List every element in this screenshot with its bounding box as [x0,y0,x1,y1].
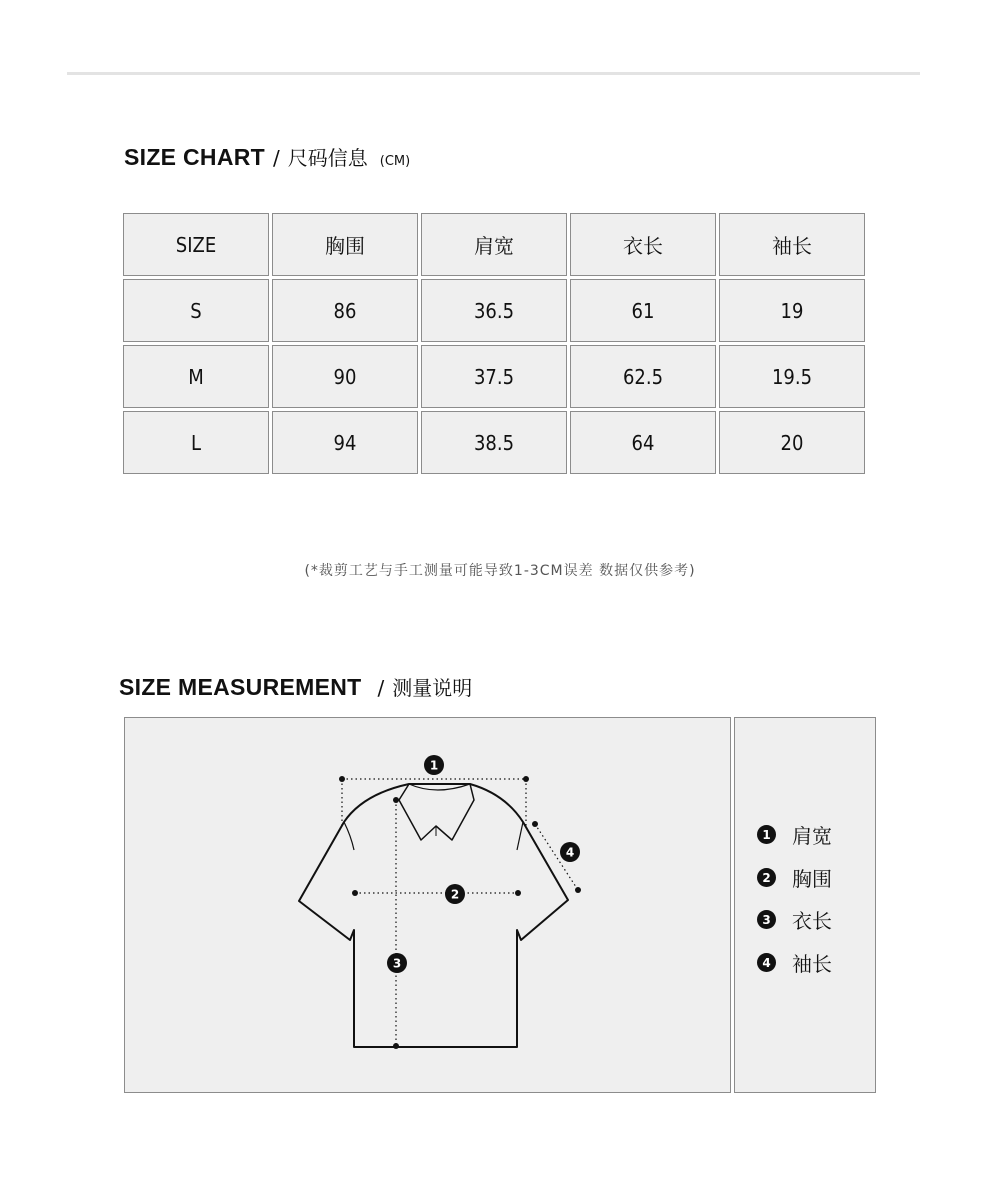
header-shoulder: 肩宽 [421,213,567,276]
table-cell: 64 [570,411,716,474]
legend-item-length [757,905,832,934]
shirt-diagram-panel [124,717,731,1093]
marker-2-label: 2 [450,887,460,902]
unit-label: (CM) [379,154,411,169]
measure-point [339,776,345,782]
table-cell: 62.5 [570,345,716,408]
header-length: 衣长 [570,213,716,276]
size-measurement-title-cn: 测量说明 [392,676,473,700]
measure-point [575,887,581,893]
size-measurement-title [119,672,472,701]
legend-item-shoulder [757,820,832,849]
header-sleeve: 袖长 [719,213,865,276]
table-header-row [123,213,865,276]
table-cell: 20 [719,411,865,474]
measure-point [515,890,521,896]
table-cell: 38.5 [421,411,567,474]
measure-point [352,890,358,896]
shirt-outline [299,784,568,1047]
legend-label: 肩宽 [792,824,832,848]
table-cell: 19.5 [719,345,865,408]
legend-number: 4 [757,953,776,972]
marker-4 [560,842,580,862]
title-separator: / [273,146,280,170]
marker-3 [387,953,407,973]
table-cell: 61 [570,279,716,342]
marker-2 [445,884,465,904]
legend-label: 胸围 [792,867,832,891]
legend-item-chest [757,863,832,892]
measurement-legend [734,717,876,1093]
measure-point [393,1043,399,1049]
legend-label: 衣长 [792,909,832,933]
legend-item-sleeve [757,948,832,977]
table-cell: 86 [272,279,418,342]
table-cell: 90 [272,345,418,408]
legend-number: 1 [757,825,776,844]
title-separator: / [377,676,385,700]
armhole-left [344,822,354,850]
table-cell: 94 [272,411,418,474]
header-size: SIZE [123,213,269,276]
table-cell: M [123,345,269,408]
table-cell: L [123,411,269,474]
marker-3-label: 3 [392,956,402,971]
table-row [123,279,865,342]
table-row [123,345,865,408]
measurement-note: (*裁剪工艺与手工测量可能导致1-3CM误差 数据仅供参考) [304,563,696,579]
marker-4-label: 4 [565,845,575,860]
size-chart-title-cn: 尺码信息 [287,146,368,170]
table-cell: 19 [719,279,865,342]
table-cell: S [123,279,269,342]
table-row [123,411,865,474]
size-chart-title-en: SIZE CHART [124,144,265,170]
size-table [120,210,868,477]
shirt-diagram [125,718,730,1092]
header-chest: 胸围 [272,213,418,276]
measure-point [523,776,529,782]
size-chart-title [124,142,410,171]
marker-1 [424,755,444,775]
legend-number: 2 [757,868,776,887]
top-divider [67,72,920,75]
measure-point [532,821,538,827]
size-measurement-title-en: SIZE MEASUREMENT [119,674,362,700]
table-cell: 36.5 [421,279,567,342]
table-cell: 37.5 [421,345,567,408]
legend-number: 3 [757,910,776,929]
legend-label: 袖长 [792,952,832,976]
armhole-right [517,822,523,850]
measure-point [393,797,399,803]
marker-1-label: 1 [429,758,439,773]
